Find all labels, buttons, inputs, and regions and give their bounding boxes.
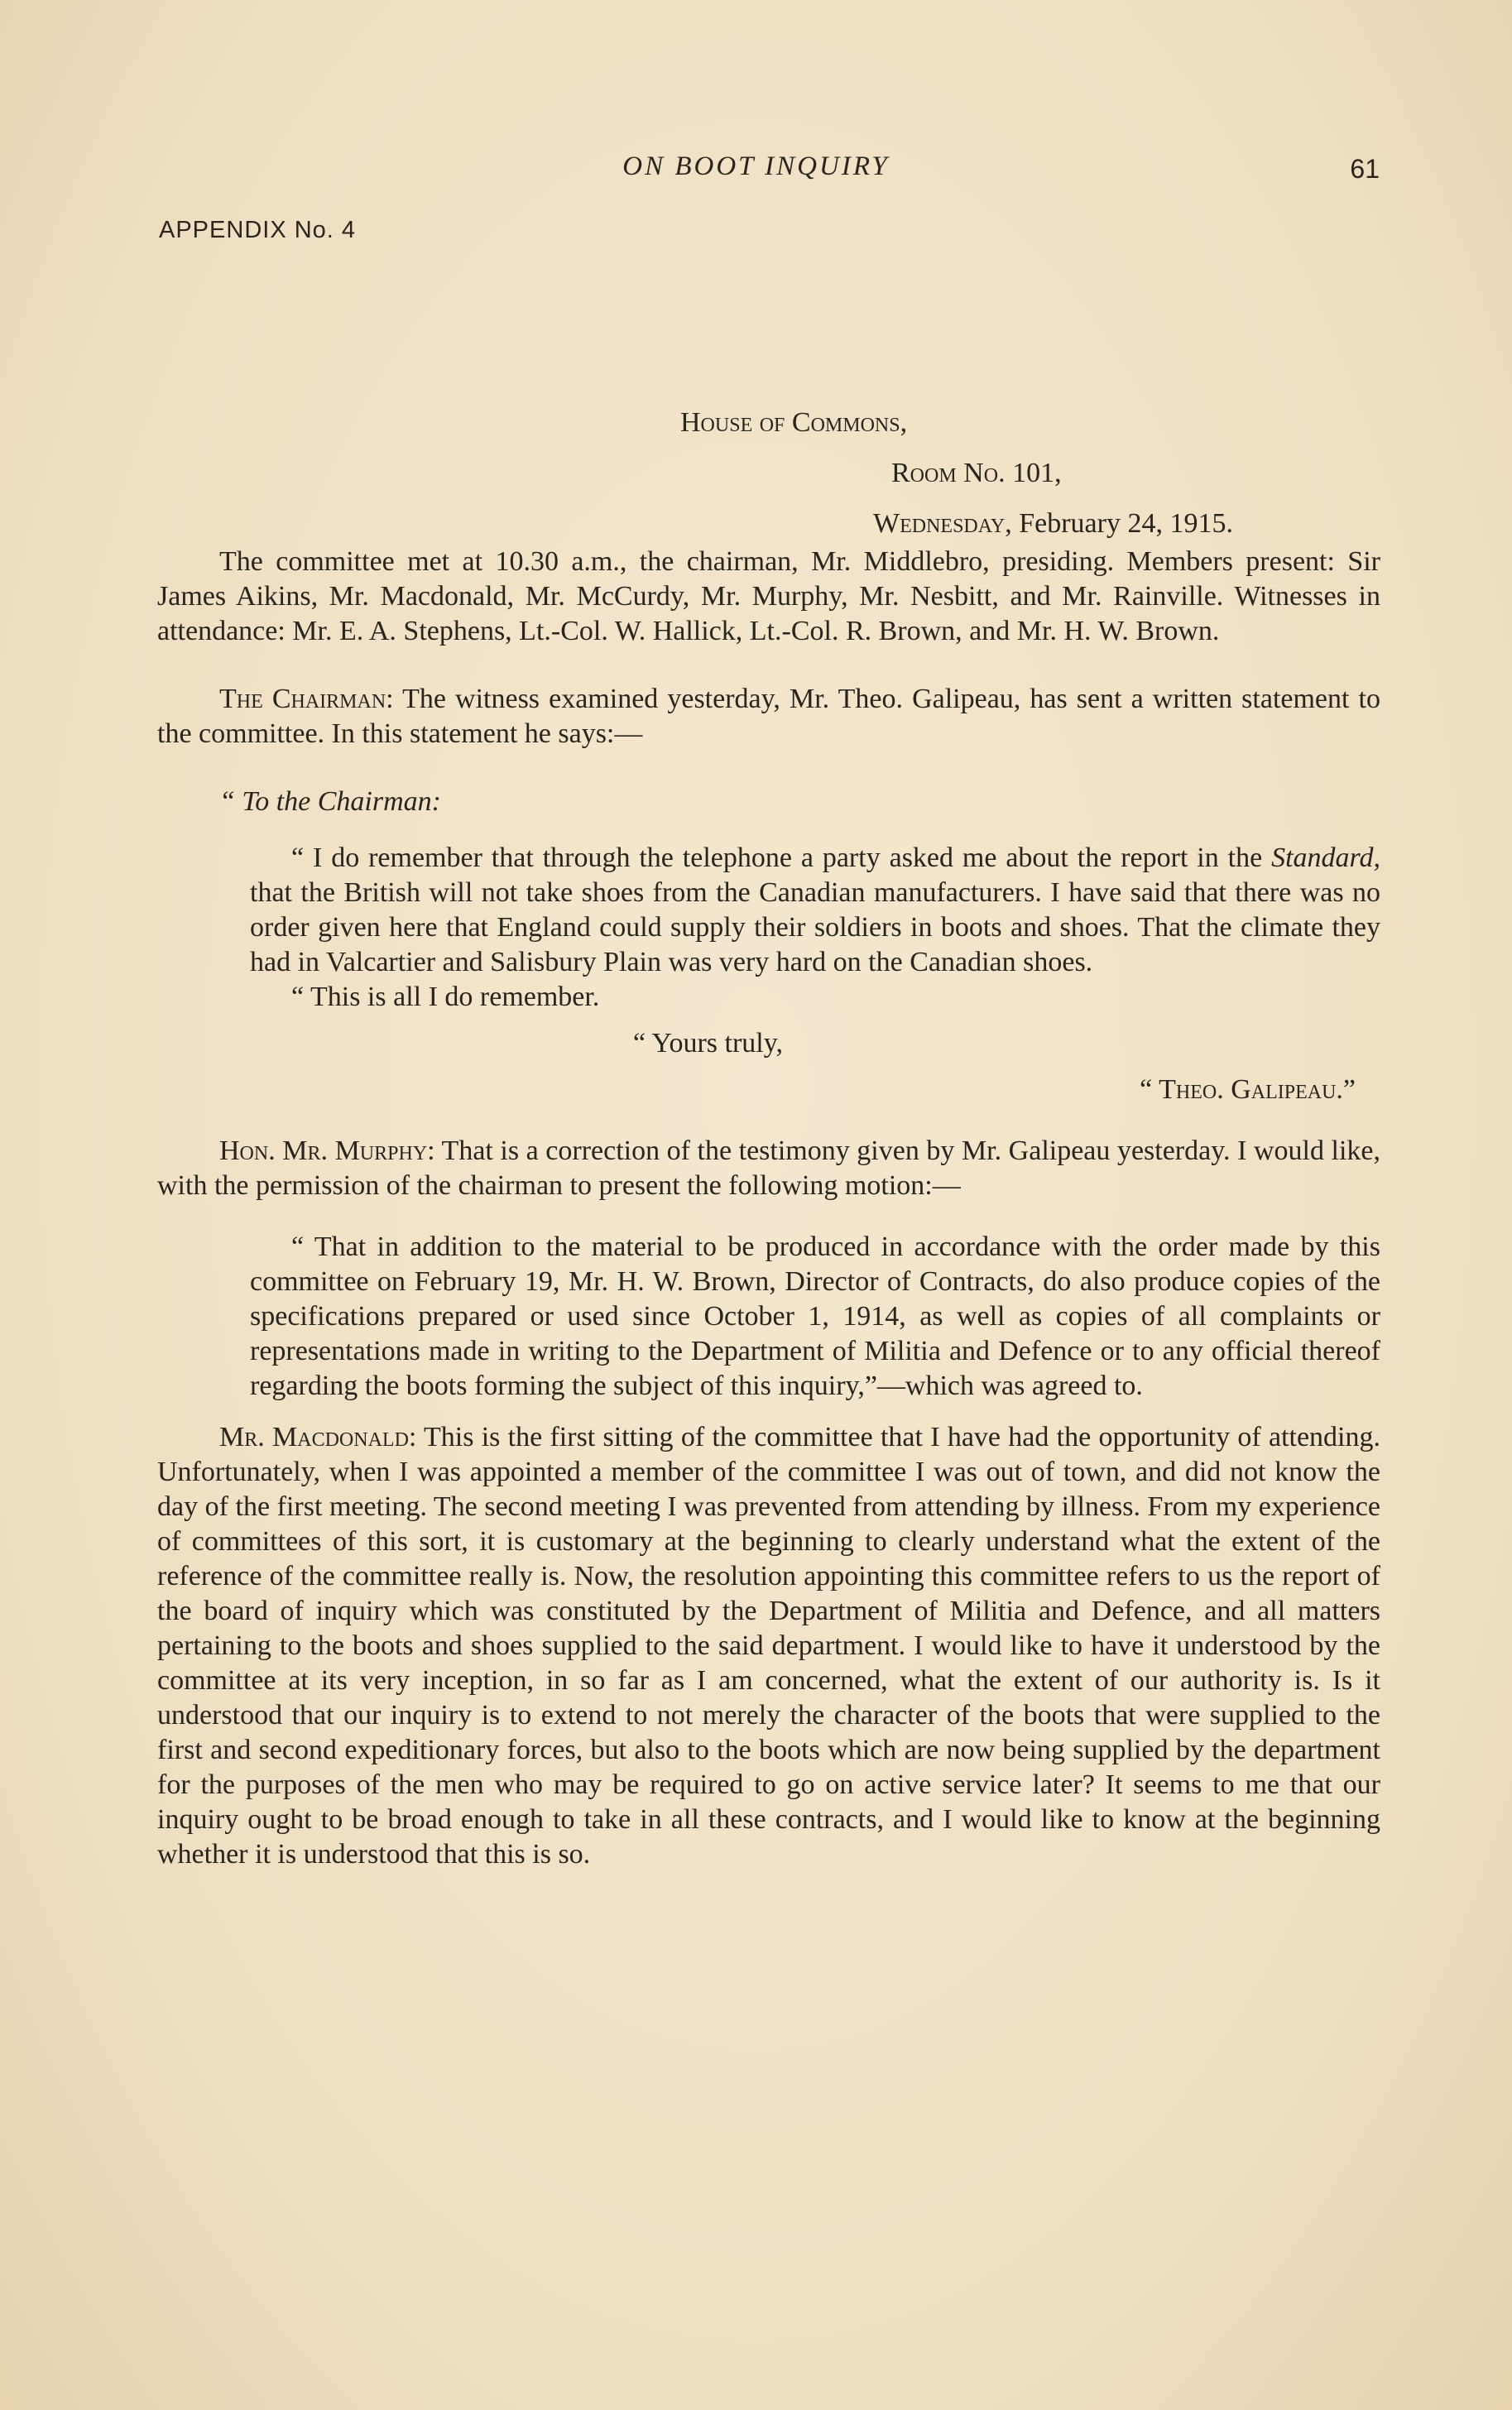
macdonald-paragraph — [157, 1420, 1380, 1872]
dateline-date-rest: February 24, 1915. — [1011, 508, 1233, 539]
page-number: 61 — [1350, 154, 1380, 184]
letter-salutation: “ To the Chairman: — [219, 786, 441, 817]
letter-para1-start: “ I do remember that through the telephone a party asked me about the report in the — [291, 843, 1272, 873]
appendix-label: APPENDIX No. 4 — [159, 217, 357, 243]
chairman-text: The witness examined yesterday, Mr. Theo. Galipeau, has sent a written statement to the committee. In this statement he says:— — [157, 684, 1380, 749]
running-title: ON BOOT INQUIRY — [622, 151, 890, 181]
body-text — [157, 545, 1380, 1872]
letter-newspaper: Standard, — [1271, 843, 1380, 873]
dateline-room: Room No. 101, — [891, 458, 1062, 488]
dateline-day: Wednesday, — [873, 508, 1012, 539]
chairman-paragraph — [157, 682, 1380, 751]
murphy-text: That is a correction of the testimony given by Mr. Galipeau yesterday. I would like, with the permission of the chairman to present the following motion:— — [157, 1135, 1380, 1201]
murphy-speaker: Hon. Mr. Murphy: — [219, 1135, 435, 1166]
letter-paragraph-2: “ This is all I do remember. — [291, 982, 600, 1012]
motion-paragraph: “ That in addition to the material to be produced in accordance with the order made by this committee on February 19, Mr. H. W. Brown, Director of Contracts, do also produce copies of the specifications prepared or used since October 1, 1914, as well as copies of all complaints or representations made in writing to the Department of Militia and Defence or to any official thereof regarding the boots forming the subject of this inquiry,”—which was agreed to. — [250, 1231, 1380, 1401]
dateline-house: House of Commons, — [680, 407, 908, 438]
macdonald-speaker: Mr. Macdonald: — [219, 1422, 417, 1452]
chairman-speaker: The Chairman: — [219, 684, 394, 714]
opening-paragraph: The committee met at 10.30 a.m., the chairman, Mr. Middlebro, presiding. Members present: Sir James Aikins, Mr. Macdonald, Mr. McCurdy, Mr. Murphy, Mr. Nesbitt, and Mr. Rainville. Witnesses in attendance: Mr. E. A. Stephens, Lt.-Col. W. Hallick, Lt.-Col. R. Brown, and Mr. H. W. Brown. — [157, 546, 1380, 646]
letter-signature: “ Theo. Galipeau.” — [1140, 1074, 1356, 1105]
dateline-date — [873, 508, 1233, 540]
letter-para1-end: that the British will not take shoes from the Canadian manufacturers. I have said that there was no order given here that England could supply their soldiers in boots and shoes. That the climate they had in Valcartier and Salisbury Plain was very hard on the Canadian shoes. — [250, 877, 1380, 977]
murphy-paragraph — [157, 1134, 1380, 1203]
macdonald-text: This is the first sitting of the committee that I have had the opportunity of attending. Unfortunately, when I was appointed a member of the committee I was out of town, and did not know the day of the first meeting. The second meeting I was prevented from attending by illness. From my experience of committees of this sort, it is customary at the beginning to clearly understand what the extent of the reference of the committee really is. Now, the resolution appointing this committee refers to us the report of the board of inquiry which was constituted by the Department of Militia and Defence, and all matters pertaining to the boots and shoes supplied to the said department. I would like to have it understood by the committee at its very inception, in so far as I am concerned, what the extent of our authority is. Is it understood that our inquiry is to extend to not merely the character of the boots that were supplied to the first and second expeditionary forces, but also to the boots which are now being supplied by the department for the purposes of the men who may be required to go on active service later? It seems to me that our inquiry ought to be broad enough to take in all these contracts, and I would like to know at the beginning whether it is understood that this is so. — [157, 1422, 1380, 1870]
letter-closing: “ Yours truly, — [633, 1028, 784, 1059]
letter-paragraph — [250, 841, 1380, 980]
